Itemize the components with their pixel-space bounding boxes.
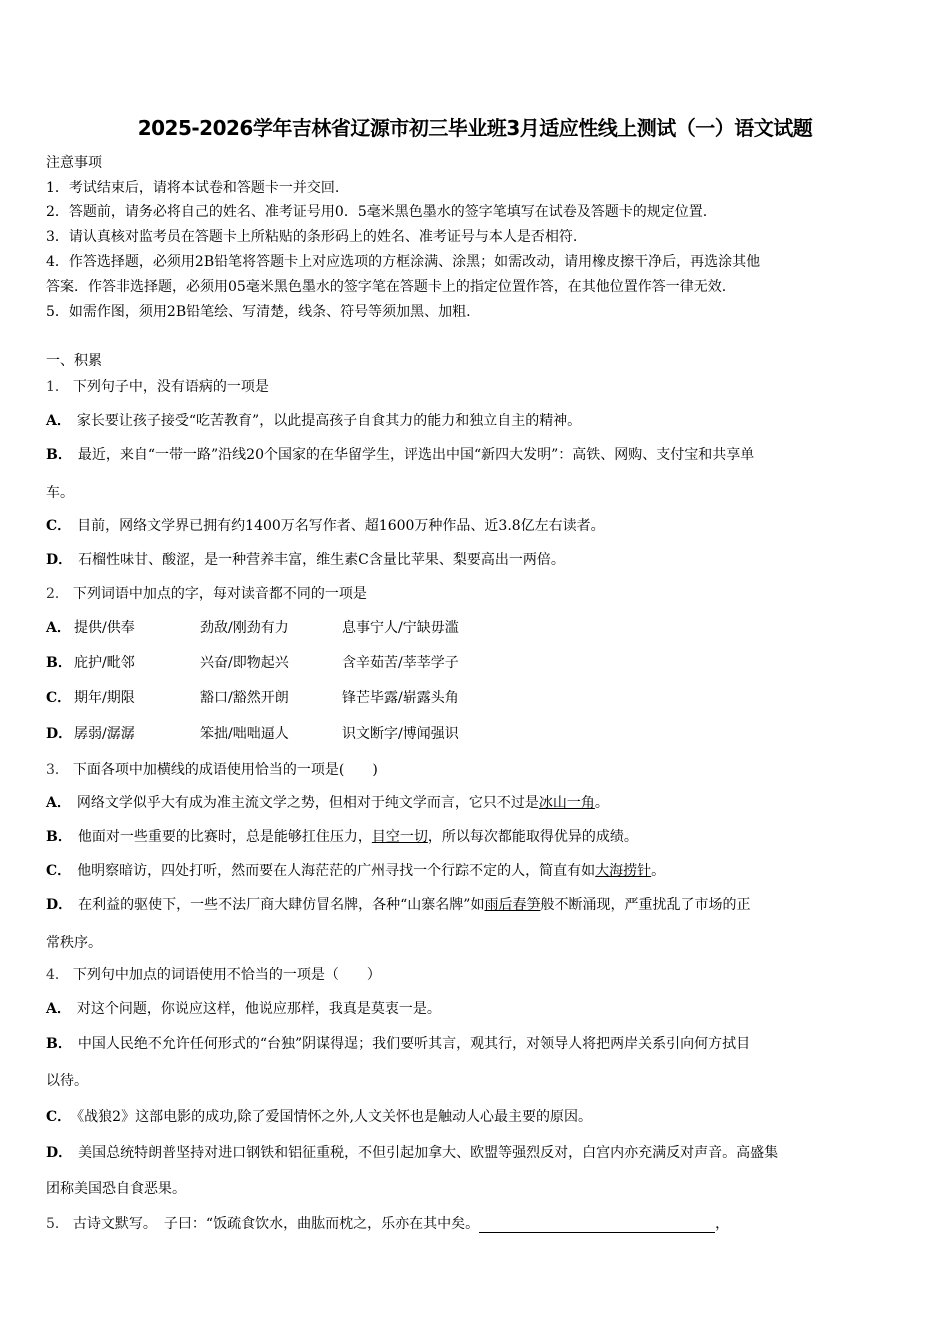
question-1-stem	[46, 376, 916, 396]
option-text: 般不断涌现，严重扰乱了市场的正	[540, 897, 751, 913]
question-4-stem	[46, 964, 916, 984]
option-label: A．	[46, 1001, 71, 1017]
notice-item: 5．如需作图，须用2B铅笔绘、写清楚，线条、符号等须加黑、加粗.	[46, 304, 471, 320]
q3-option-d	[46, 894, 916, 914]
word-pair: 兴奋/即物起兴	[200, 655, 289, 671]
notice-item: 1．考试结束后，请将本试卷和答题卡一并交回.	[46, 180, 340, 196]
word-pair: 锋芒毕露/崭露头角	[342, 690, 459, 706]
word-pair: 息事宁人/宁缺毋滥	[342, 620, 459, 636]
question-number: 2．	[46, 586, 69, 602]
question-text: 下面各项中加横线的成语使用恰当的一项是( )	[72, 762, 378, 778]
question-number: 1．	[46, 379, 69, 395]
q1-option-b-cont: 车。	[46, 485, 74, 501]
word-pair: 提供/供奉	[74, 620, 135, 636]
option-label: B．	[46, 447, 72, 463]
option-label: C．	[46, 1109, 72, 1125]
option-label: A．	[46, 795, 71, 811]
option-label: B．	[46, 829, 72, 845]
word-pair: 孱弱/潺潺	[74, 726, 135, 742]
option-text: 《战狼2》这部电影的成功,除了爱国情怀之外,人文关怀也是触动人心最主要的原因。	[77, 1109, 592, 1125]
question-number: 5．	[46, 1216, 69, 1232]
q3-option-a	[46, 792, 916, 812]
word-pair: 期年/期限	[74, 690, 135, 706]
q4-option-d	[46, 1142, 916, 1162]
question-text: 下列词语中加点的字，每对读音都不同的一项是	[72, 586, 367, 602]
option-text: 他明察暗访，四处打听，然而要在人海茫茫的广州寻找一个行踪不定的人，简直有如	[77, 863, 596, 879]
word-pair: 劲敌/刚劲有力	[200, 620, 289, 636]
option-label: C．	[46, 863, 72, 879]
q3-option-d-cont: 常秩序。	[46, 935, 102, 951]
option-text: 在利益的驱使下，一些不法厂商大肆仿冒名牌，各种“山寨名牌”如	[78, 897, 485, 913]
q3-option-c	[46, 860, 916, 880]
option-text: ，所以每次都能取得优异的成绩。	[427, 829, 638, 845]
notice-item: 4．作答选择题，必须用2B铅笔将答题卡上对应选项的方框涂满、涂黑；如需改动，请用橡皮擦干净后，再选涂其他	[46, 254, 761, 270]
answer-blank[interactable]	[479, 1218, 715, 1233]
notice-item: 答案．作答非选择题，必须用05毫米黑色墨水的签字笔在答题卡上的指定位置作答，在其他位置作答一律无效.	[46, 279, 727, 295]
option-text: 中国人民绝不允许任何形式的“台独”阴谋得逞；我们要听其言，观其行，对领导人将把两岸关系引向何方拭目	[77, 1036, 751, 1052]
word-pair: 豁口/豁然开朗	[200, 690, 289, 706]
q4-option-b	[46, 1033, 916, 1053]
q4-option-c	[46, 1106, 916, 1126]
option-label: D．	[46, 552, 73, 568]
option-text: 。	[594, 795, 609, 811]
notice-item: 2．答题前，请务必将自己的姓名、准考证号用0．5毫米黑色墨水的签字笔填写在试卷及答题卡的规定位置.	[46, 204, 708, 220]
q1-option-a	[46, 410, 916, 430]
word-pair: 识文断字/博闻强识	[342, 726, 459, 742]
question-text: 下列句子中，没有语病的一项是	[72, 379, 269, 395]
q1-option-c	[46, 515, 916, 535]
word-pair: 含辛茹苦/莘莘学子	[342, 655, 459, 671]
option-text: 目前，网络文学界已拥有约1400万名写作者、超1600万种作品、近3.8亿左右读者。	[77, 518, 605, 534]
option-label: D．	[46, 726, 73, 742]
option-label: A．	[46, 620, 71, 636]
section-heading: 一、积累	[46, 353, 102, 369]
option-label: C．	[46, 518, 72, 534]
underlined-idiom: 冰山一角	[538, 795, 595, 811]
q3-option-b	[46, 826, 916, 846]
question-5	[46, 1213, 916, 1233]
option-text: 网络文学似乎大有成为准主流文学之势，但相对于纯文学而言，它只不过是	[76, 795, 539, 811]
underlined-idiom: 目空一切	[371, 829, 428, 845]
option-label: C．	[46, 690, 72, 706]
q4-option-a	[46, 998, 916, 1018]
option-text: 对这个问题，你说应这样，他说应那样，我真是莫衷一是。	[76, 1001, 441, 1017]
option-text: 家长要让孩子接受“吃苦教育”，以此提高孩子自食其力的能力和独立自主的精神。	[76, 413, 582, 429]
option-text: 他面对一些重要的比赛时，总是能够扛住压力，	[77, 829, 372, 845]
question-number: 4．	[46, 967, 69, 983]
question-number: 3．	[46, 762, 69, 778]
notice-heading: 注意事项	[46, 155, 102, 171]
q4-option-d-cont: 团称美国恐自食恶果。	[46, 1181, 186, 1197]
word-pair: 庇护/毗邻	[74, 655, 135, 671]
option-text: 。	[651, 863, 666, 879]
underlined-idiom: 雨后春笋	[484, 897, 541, 913]
underlined-idiom: 大海捞针	[595, 863, 652, 879]
option-text: 美国总统特朗普坚持对进口钢铁和铝征重税，不但引起加拿大、欧盟等强烈反对，白宫内亦充满反对声音。高盛集	[78, 1145, 779, 1161]
q1-option-d	[46, 549, 916, 569]
option-text: 石榴性味甘、酸涩，是一种营养丰富，维生素C含量比苹果、梨要高出一两倍。	[78, 552, 565, 568]
option-text: 最近，来自“一带一路”沿线20个国家的在华留学生，评选出中国“新四大发明”：高铁、网购、支付宝和共享单	[77, 447, 755, 463]
question-text-tail: ，	[715, 1216, 730, 1232]
option-label: B．	[46, 1036, 72, 1052]
question-text: 下列句中加点的词语使用不恰当的一项是（ ）	[72, 967, 381, 983]
word-pair: 笨拙/咄咄逼人	[200, 726, 289, 742]
option-label: B．	[46, 655, 72, 671]
option-label: D．	[46, 897, 73, 913]
question-2-stem	[46, 583, 916, 603]
question-text: 古诗文默写。 子曰：“饭疏食饮水，曲肱而枕之，乐亦在其中矣。	[72, 1216, 480, 1232]
page-title: 2025-2026学年吉林省辽源市初三毕业班3月适应性线上测试（一）语文试题	[137, 116, 813, 140]
q1-option-b	[46, 444, 916, 464]
q4-option-b-cont: 以待。	[46, 1073, 88, 1089]
option-label: D．	[46, 1145, 73, 1161]
option-label: A．	[46, 413, 71, 429]
question-3-stem	[46, 759, 916, 779]
notice-item: 3．请认真核对监考员在答题卡上所粘贴的条形码上的姓名、准考证号与本人是否相符.	[46, 229, 578, 245]
